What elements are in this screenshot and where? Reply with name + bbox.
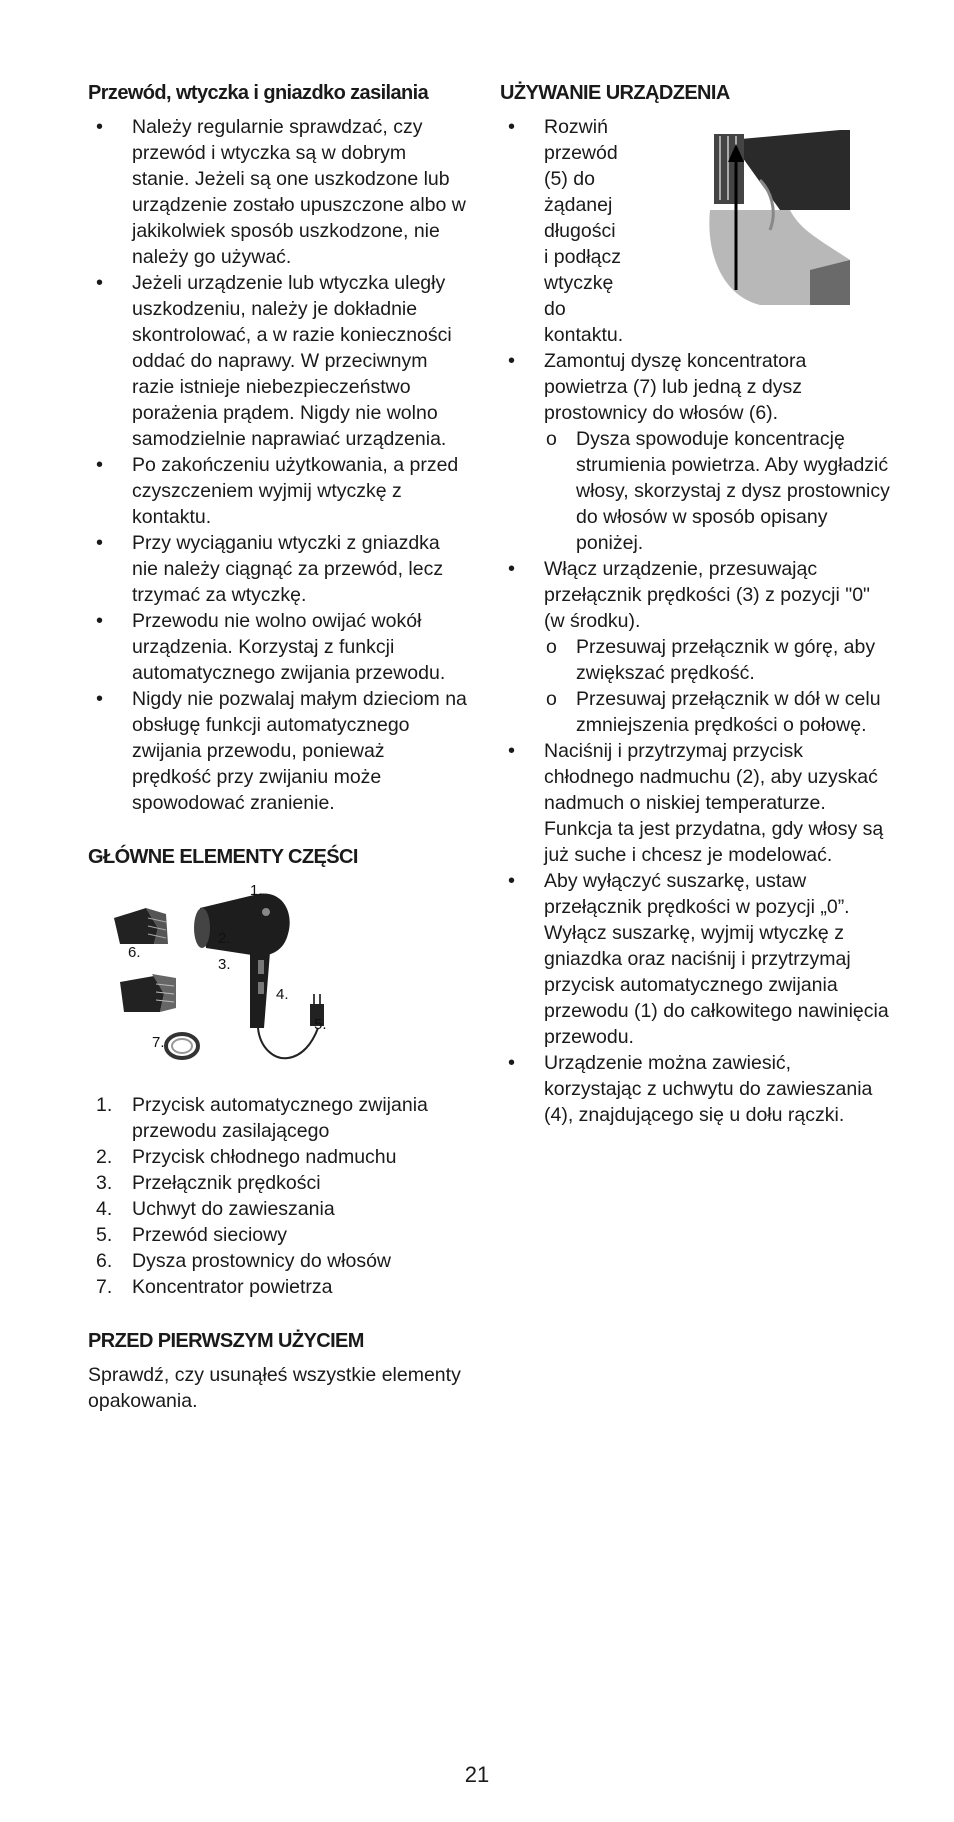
sub-list-item: o Przesuwaj przełącznik w górę, aby zwiększać prędkość.: [544, 634, 890, 686]
air-concentrator-icon: [166, 1034, 198, 1058]
list-item: • Jeżeli urządzenie lub wtyczka uległy uszkodzeniu, należy je dokładnie skontrolować, a w razie konieczności oddać do naprawy. W przeciwnym razie istnieje niebezpieczeństwo porażenia prądem. Nigdy nie wolno samodzielnie naprawiać urządzenia.: [88, 270, 468, 452]
list-item: 3. Przełącznik prędkości: [96, 1172, 321, 1194]
list-item: • Należy regularnie sprawdzać, czy przewód i wtyczka są w dobrym stanie. Jeżeli są one uszkodzone lub urządzenie zostało upuszczone albo w jakikolwiek sposób uszkodzone, nie należy go używać.: [88, 114, 468, 270]
page-number: 21: [464, 1762, 490, 1787]
hair-dryer-icon: [194, 894, 324, 1059]
usage-list: [500, 348, 890, 1128]
parts-diagram: [88, 878, 408, 1078]
straightener-nozzle-icon: [114, 908, 168, 944]
section-heading-before-first-use: PRZED PIERWSZYM UŻYCIEM: [88, 1330, 364, 1352]
list-item: 1. Przycisk automatycznego zwijania przewodu zasilającego: [96, 1094, 428, 1142]
section-heading-usage: UŻYWANIE URZĄDZENIA: [500, 82, 730, 104]
list-item: • Nigdy nie pozwalaj małym dzieciom na obsługę funkcji automatycznego zwijania przewodu, ponieważ prędkość przy zwijaniu może spowodować zranienie.: [88, 686, 468, 816]
diagram-label-6: 6.: [128, 944, 141, 961]
left-column: [88, 78, 468, 1414]
before-first-use-text: Sprawdź, czy usunąłeś wszystkie elementy opakowania.: [88, 1364, 461, 1412]
list-item: • Rozwiń przewód (5) do żądanej długości i podłącz wtyczkę do kontaktu.: [500, 114, 890, 348]
list-item: • Przy wyciąganiu wtyczki z gniazdka nie należy ciągnąć za przewód, lecz trzymać za wtyczkę.: [88, 530, 468, 608]
list-item: 4. Uchwyt do zawieszania: [96, 1198, 335, 1220]
section-heading-cord: Przewód, wtyczka i gniazdko zasilania: [88, 82, 429, 104]
list-item: 7. Koncentrator powietrza: [96, 1276, 333, 1298]
hair-dryer-parts-illustration: [88, 878, 408, 1078]
diagram-label-1: 1.: [250, 882, 263, 899]
sub-list-item: o Dysza spowoduje koncentrację strumienia powietrza. Aby wygładzić włosy, skorzystaj z dysz prostownicy do włosów w sposób opisany poniżej.: [544, 426, 890, 556]
sub-list-item: o Przesuwaj przełącznik w dół w celu zmniejszenia prędkości o połowę.: [544, 686, 890, 738]
list-item: • Po zakończeniu użytkowania, a przed czyszczeniem wyjmij wtyczkę z kontaktu.: [88, 452, 468, 530]
diagram-label-3: 3.: [218, 956, 231, 973]
list-item: • Urządzenie można zawiesić, korzystając z uchwytu do zawieszania (4), znajdującego się u dołu rączki.: [500, 1050, 890, 1128]
right-column: [500, 78, 890, 1128]
list-item: 5. Przewód sieciowy: [96, 1224, 287, 1246]
diagram-label-7: 7.: [152, 1034, 165, 1051]
diagram-label-2: 2.: [218, 930, 231, 947]
list-item: • Zamontuj dyszę koncentratora powietrza (7) lub jedną z dysz prostownicy do włosów (6). o Dysza spowoduje koncentrację strumienia powietrza. Aby wygładzić włosy, skorzystaj z dysz prostownicy do włosów w sposób opisany poniżej.: [500, 348, 890, 556]
list-item: • Włącz urządzenie, przesuwając przełącznik prędkości (3) z pozycji "0" (w środku). o Przesuwaj przełącznik w górę, aby zwiększać prędkość. o Przesuwaj przełącznik w dół w celu zmniejszenia prędkości o połowę.: [500, 556, 890, 738]
list-item: • Naciśnij i przytrzymaj przycisk chłodnego nadmuchu (2), aby uzyskać nadmuch o niskiej temperaturze. Funkcja ta jest przydatna, gdy włosy są już suche i chcesz je modelować.: [500, 738, 890, 868]
list-item: • Przewodu nie wolno owijać wokół urządzenia. Korzystaj z funkcji automatycznego zwijania przewodu.: [88, 608, 468, 686]
cord-safety-list: [88, 114, 468, 816]
list-item: • Aby wyłączyć suszarkę, ustaw przełącznik prędkości w pozycji „0”. Wyłącz suszarkę, wyjmij wtyczkę z gniazdka oraz naciśnij i przytrzymaj przycisk automatycznego zwijania przewodu (1) do całkowitego nawinięcia przewodu.: [500, 868, 890, 1050]
list-item: 2. Przycisk chłodnego nadmuchu: [96, 1146, 397, 1168]
usage-first-block: [500, 114, 890, 348]
parts-list: [88, 1092, 468, 1300]
list-item: 6. Dysza prostownicy do włosów: [96, 1250, 392, 1272]
diagram-label-5: 5.: [314, 1016, 327, 1033]
straightener-nozzle-icon: [120, 974, 176, 1012]
diagram-label-4: 4.: [276, 986, 289, 1003]
section-heading-parts: GŁÓWNE ELEMENTY CZĘŚCI: [88, 846, 358, 868]
